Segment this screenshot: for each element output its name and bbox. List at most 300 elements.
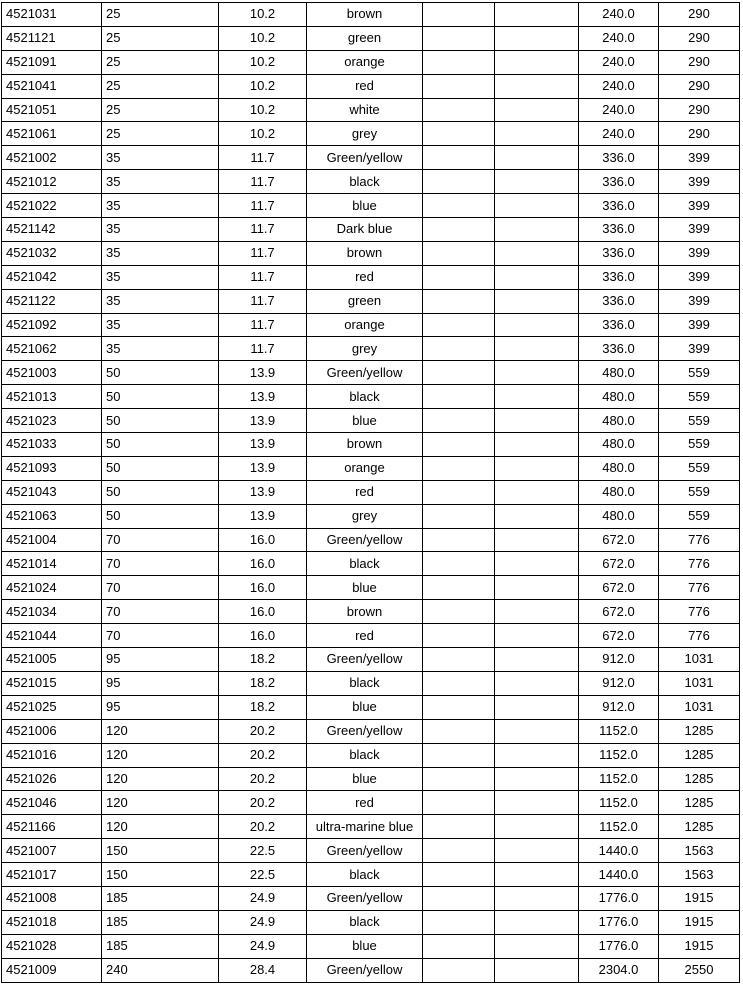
- article-number-cell: 4521091: [2, 50, 102, 74]
- outer-diameter-cell: 20.2: [219, 815, 307, 839]
- outer-diameter-cell: 11.7: [219, 170, 307, 194]
- cross-section-cell: 70: [102, 552, 219, 576]
- cross-section-cell: 25: [102, 50, 219, 74]
- article-number-cell: 4521002: [2, 146, 102, 170]
- cross-section-cell: 50: [102, 504, 219, 528]
- empty-cell: [495, 313, 579, 337]
- empty-cell: [495, 480, 579, 504]
- cross-section-cell: 35: [102, 313, 219, 337]
- color-cell: brown: [307, 3, 423, 27]
- table-row: [2, 743, 740, 767]
- article-number-cell: 4521025: [2, 695, 102, 719]
- color-cell: black: [307, 863, 423, 887]
- cross-section-cell: 25: [102, 3, 219, 27]
- outer-diameter-cell: 18.2: [219, 695, 307, 719]
- cable-weight-cell: 1915: [659, 934, 740, 958]
- empty-cell: [423, 289, 495, 313]
- cable-weight-cell: 1915: [659, 910, 740, 934]
- article-number-cell: 4521063: [2, 504, 102, 528]
- table-row: [2, 624, 740, 648]
- outer-diameter-cell: 28.4: [219, 958, 307, 982]
- color-cell: blue: [307, 409, 423, 433]
- empty-cell: [423, 910, 495, 934]
- color-cell: green: [307, 26, 423, 50]
- outer-diameter-cell: 11.7: [219, 218, 307, 242]
- copper-weight-cell: 240.0: [579, 50, 659, 74]
- article-number-cell: 4521023: [2, 409, 102, 433]
- color-cell: grey: [307, 337, 423, 361]
- cable-weight-cell: 399: [659, 289, 740, 313]
- article-number-cell: 4521016: [2, 743, 102, 767]
- outer-diameter-cell: 16.0: [219, 552, 307, 576]
- empty-cell: [495, 98, 579, 122]
- color-cell: orange: [307, 313, 423, 337]
- color-cell: blue: [307, 695, 423, 719]
- empty-cell: [495, 74, 579, 98]
- empty-cell: [423, 552, 495, 576]
- empty-cell: [495, 910, 579, 934]
- article-number-cell: 4521142: [2, 218, 102, 242]
- copper-weight-cell: 1152.0: [579, 815, 659, 839]
- outer-diameter-cell: 13.9: [219, 409, 307, 433]
- cable-weight-cell: 290: [659, 98, 740, 122]
- empty-cell: [423, 528, 495, 552]
- table-row: [2, 361, 740, 385]
- empty-cell: [495, 552, 579, 576]
- cross-section-cell: 35: [102, 337, 219, 361]
- copper-weight-cell: 1776.0: [579, 934, 659, 958]
- cross-section-cell: 35: [102, 146, 219, 170]
- copper-weight-cell: 1152.0: [579, 767, 659, 791]
- cable-weight-cell: 559: [659, 433, 740, 457]
- empty-cell: [495, 600, 579, 624]
- table-row: [2, 313, 740, 337]
- copper-weight-cell: 912.0: [579, 671, 659, 695]
- copper-weight-cell: 1152.0: [579, 743, 659, 767]
- outer-diameter-cell: 10.2: [219, 98, 307, 122]
- copper-weight-cell: 1440.0: [579, 839, 659, 863]
- article-number-cell: 4521051: [2, 98, 102, 122]
- empty-cell: [495, 146, 579, 170]
- cable-weight-cell: 1285: [659, 791, 740, 815]
- cable-weight-cell: 2550: [659, 958, 740, 982]
- color-cell: red: [307, 480, 423, 504]
- cross-section-cell: 50: [102, 409, 219, 433]
- color-cell: red: [307, 791, 423, 815]
- color-cell: black: [307, 910, 423, 934]
- color-cell: red: [307, 624, 423, 648]
- cable-weight-cell: 776: [659, 528, 740, 552]
- empty-cell: [423, 719, 495, 743]
- table-row: [2, 648, 740, 672]
- cable-weight-cell: 559: [659, 385, 740, 409]
- empty-cell: [495, 194, 579, 218]
- table-row: [2, 241, 740, 265]
- copper-weight-cell: 912.0: [579, 695, 659, 719]
- article-number-cell: 4521018: [2, 910, 102, 934]
- empty-cell: [423, 265, 495, 289]
- outer-diameter-cell: 11.7: [219, 194, 307, 218]
- color-cell: Green/yellow: [307, 958, 423, 982]
- cross-section-cell: 25: [102, 98, 219, 122]
- color-cell: brown: [307, 600, 423, 624]
- copper-weight-cell: 336.0: [579, 313, 659, 337]
- copper-weight-cell: 1152.0: [579, 719, 659, 743]
- empty-cell: [423, 456, 495, 480]
- copper-weight-cell: 912.0: [579, 648, 659, 672]
- article-number-cell: 4521024: [2, 576, 102, 600]
- cable-weight-cell: 290: [659, 3, 740, 27]
- cross-section-cell: 35: [102, 170, 219, 194]
- copper-weight-cell: 240.0: [579, 3, 659, 27]
- cross-section-cell: 70: [102, 528, 219, 552]
- article-number-cell: 4521092: [2, 313, 102, 337]
- cross-section-cell: 50: [102, 456, 219, 480]
- table-row: [2, 863, 740, 887]
- table-body: [2, 3, 740, 983]
- cross-section-cell: 240: [102, 958, 219, 982]
- copper-weight-cell: 336.0: [579, 194, 659, 218]
- empty-cell: [495, 528, 579, 552]
- cable-weight-cell: 776: [659, 600, 740, 624]
- outer-diameter-cell: 10.2: [219, 50, 307, 74]
- copper-weight-cell: 240.0: [579, 26, 659, 50]
- cable-weight-cell: 399: [659, 313, 740, 337]
- table-row: [2, 3, 740, 27]
- empty-cell: [423, 695, 495, 719]
- table-row: [2, 958, 740, 982]
- empty-cell: [495, 886, 579, 910]
- empty-cell: [495, 265, 579, 289]
- copper-weight-cell: 240.0: [579, 74, 659, 98]
- outer-diameter-cell: 11.7: [219, 289, 307, 313]
- empty-cell: [423, 648, 495, 672]
- empty-cell: [495, 934, 579, 958]
- cable-weight-cell: 1285: [659, 767, 740, 791]
- article-number-cell: 4521026: [2, 767, 102, 791]
- copper-weight-cell: 672.0: [579, 576, 659, 600]
- color-cell: orange: [307, 50, 423, 74]
- color-cell: blue: [307, 576, 423, 600]
- copper-weight-cell: 672.0: [579, 552, 659, 576]
- article-number-cell: 4521006: [2, 719, 102, 743]
- empty-cell: [495, 218, 579, 242]
- cable-weight-cell: 399: [659, 194, 740, 218]
- color-cell: blue: [307, 934, 423, 958]
- cross-section-cell: 120: [102, 815, 219, 839]
- cross-section-cell: 35: [102, 265, 219, 289]
- outer-diameter-cell: 16.0: [219, 600, 307, 624]
- empty-cell: [495, 743, 579, 767]
- color-cell: red: [307, 74, 423, 98]
- outer-diameter-cell: 18.2: [219, 648, 307, 672]
- cable-weight-cell: 1031: [659, 695, 740, 719]
- color-cell: Green/yellow: [307, 146, 423, 170]
- copper-weight-cell: 336.0: [579, 146, 659, 170]
- cross-section-cell: 70: [102, 600, 219, 624]
- table-row: [2, 886, 740, 910]
- cable-weight-cell: 290: [659, 26, 740, 50]
- color-cell: black: [307, 385, 423, 409]
- outer-diameter-cell: 22.5: [219, 839, 307, 863]
- article-number-cell: 4521042: [2, 265, 102, 289]
- table-row: [2, 815, 740, 839]
- empty-cell: [423, 600, 495, 624]
- table-row: [2, 433, 740, 457]
- color-cell: blue: [307, 194, 423, 218]
- article-number-cell: 4521007: [2, 839, 102, 863]
- table-row: [2, 289, 740, 313]
- cross-section-cell: 25: [102, 74, 219, 98]
- cable-weight-cell: 1563: [659, 839, 740, 863]
- copper-weight-cell: 672.0: [579, 624, 659, 648]
- empty-cell: [495, 122, 579, 146]
- table-row: [2, 719, 740, 743]
- color-cell: blue: [307, 767, 423, 791]
- empty-cell: [423, 671, 495, 695]
- color-cell: Dark blue: [307, 218, 423, 242]
- outer-diameter-cell: 13.9: [219, 504, 307, 528]
- outer-diameter-cell: 22.5: [219, 863, 307, 887]
- copper-weight-cell: 240.0: [579, 122, 659, 146]
- table-row: [2, 218, 740, 242]
- outer-diameter-cell: 24.9: [219, 886, 307, 910]
- outer-diameter-cell: 16.0: [219, 624, 307, 648]
- table-row: [2, 409, 740, 433]
- empty-cell: [423, 194, 495, 218]
- outer-diameter-cell: 11.7: [219, 337, 307, 361]
- color-cell: Green/yellow: [307, 361, 423, 385]
- article-number-cell: 4521034: [2, 600, 102, 624]
- copper-weight-cell: 1776.0: [579, 910, 659, 934]
- cable-weight-cell: 559: [659, 504, 740, 528]
- cross-section-cell: 185: [102, 934, 219, 958]
- outer-diameter-cell: 11.7: [219, 146, 307, 170]
- cable-weight-cell: 399: [659, 337, 740, 361]
- outer-diameter-cell: 20.2: [219, 743, 307, 767]
- article-number-cell: 4521122: [2, 289, 102, 313]
- empty-cell: [495, 3, 579, 27]
- cable-weight-cell: 399: [659, 146, 740, 170]
- cable-weight-cell: 559: [659, 456, 740, 480]
- table-row: [2, 600, 740, 624]
- empty-cell: [495, 456, 579, 480]
- table-row: [2, 98, 740, 122]
- article-number-cell: 4521003: [2, 361, 102, 385]
- cross-section-cell: 95: [102, 695, 219, 719]
- empty-cell: [495, 289, 579, 313]
- cable-weight-cell: 1563: [659, 863, 740, 887]
- copper-weight-cell: 1776.0: [579, 886, 659, 910]
- table-row: [2, 50, 740, 74]
- cable-weight-cell: 776: [659, 624, 740, 648]
- cable-weight-cell: 290: [659, 122, 740, 146]
- color-cell: brown: [307, 433, 423, 457]
- copper-weight-cell: 672.0: [579, 600, 659, 624]
- article-number-cell: 4521012: [2, 170, 102, 194]
- empty-cell: [495, 958, 579, 982]
- cable-weight-cell: 559: [659, 361, 740, 385]
- outer-diameter-cell: 10.2: [219, 3, 307, 27]
- cross-section-cell: 50: [102, 385, 219, 409]
- article-number-cell: 4521031: [2, 3, 102, 27]
- empty-cell: [423, 146, 495, 170]
- empty-cell: [495, 504, 579, 528]
- color-cell: black: [307, 671, 423, 695]
- cross-section-cell: 70: [102, 624, 219, 648]
- empty-cell: [495, 241, 579, 265]
- empty-cell: [423, 791, 495, 815]
- empty-cell: [423, 74, 495, 98]
- cross-section-cell: 185: [102, 886, 219, 910]
- table-row: [2, 26, 740, 50]
- cross-section-cell: 35: [102, 218, 219, 242]
- empty-cell: [423, 122, 495, 146]
- cross-section-cell: 25: [102, 26, 219, 50]
- outer-diameter-cell: 20.2: [219, 719, 307, 743]
- empty-cell: [495, 337, 579, 361]
- empty-cell: [495, 815, 579, 839]
- table-row: [2, 576, 740, 600]
- outer-diameter-cell: 13.9: [219, 456, 307, 480]
- table-row: [2, 480, 740, 504]
- empty-cell: [423, 361, 495, 385]
- empty-cell: [423, 576, 495, 600]
- cable-weight-cell: 776: [659, 576, 740, 600]
- cable-weight-cell: 290: [659, 74, 740, 98]
- cross-section-cell: 120: [102, 767, 219, 791]
- outer-diameter-cell: 24.9: [219, 910, 307, 934]
- article-number-cell: 4521014: [2, 552, 102, 576]
- color-cell: black: [307, 552, 423, 576]
- table-row: [2, 146, 740, 170]
- copper-weight-cell: 480.0: [579, 504, 659, 528]
- cross-section-cell: 150: [102, 863, 219, 887]
- cross-section-cell: 95: [102, 671, 219, 695]
- cross-section-cell: 120: [102, 791, 219, 815]
- cross-section-cell: 35: [102, 289, 219, 313]
- empty-cell: [495, 576, 579, 600]
- cross-section-cell: 50: [102, 480, 219, 504]
- copper-weight-cell: 480.0: [579, 480, 659, 504]
- article-number-cell: 4521046: [2, 791, 102, 815]
- empty-cell: [495, 695, 579, 719]
- table-row: [2, 194, 740, 218]
- article-number-cell: 4521004: [2, 528, 102, 552]
- empty-cell: [495, 791, 579, 815]
- outer-diameter-cell: 24.9: [219, 934, 307, 958]
- outer-diameter-cell: 13.9: [219, 385, 307, 409]
- empty-cell: [495, 839, 579, 863]
- color-cell: orange: [307, 456, 423, 480]
- outer-diameter-cell: 13.9: [219, 480, 307, 504]
- copper-weight-cell: 480.0: [579, 456, 659, 480]
- outer-diameter-cell: 16.0: [219, 528, 307, 552]
- color-cell: red: [307, 265, 423, 289]
- article-number-cell: 4521121: [2, 26, 102, 50]
- color-cell: Green/yellow: [307, 528, 423, 552]
- cross-section-cell: 70: [102, 576, 219, 600]
- empty-cell: [423, 480, 495, 504]
- table-row: [2, 504, 740, 528]
- cable-weight-cell: 399: [659, 218, 740, 242]
- cable-weight-cell: 1285: [659, 815, 740, 839]
- empty-cell: [495, 385, 579, 409]
- empty-cell: [423, 934, 495, 958]
- empty-cell: [495, 648, 579, 672]
- article-number-cell: 4521005: [2, 648, 102, 672]
- outer-diameter-cell: 13.9: [219, 433, 307, 457]
- empty-cell: [423, 241, 495, 265]
- copper-weight-cell: 672.0: [579, 528, 659, 552]
- outer-diameter-cell: 16.0: [219, 576, 307, 600]
- article-number-cell: 4521017: [2, 863, 102, 887]
- color-cell: brown: [307, 241, 423, 265]
- cross-section-cell: 95: [102, 648, 219, 672]
- article-number-cell: 4521044: [2, 624, 102, 648]
- article-number-cell: 4521166: [2, 815, 102, 839]
- copper-weight-cell: 480.0: [579, 385, 659, 409]
- empty-cell: [423, 815, 495, 839]
- table-row: [2, 74, 740, 98]
- article-number-cell: 4521015: [2, 671, 102, 695]
- copper-weight-cell: 1152.0: [579, 791, 659, 815]
- copper-weight-cell: 480.0: [579, 409, 659, 433]
- color-cell: Green/yellow: [307, 719, 423, 743]
- empty-cell: [423, 624, 495, 648]
- cross-section-cell: 150: [102, 839, 219, 863]
- empty-cell: [495, 409, 579, 433]
- empty-cell: [423, 26, 495, 50]
- table-row: [2, 528, 740, 552]
- empty-cell: [495, 50, 579, 74]
- cross-section-cell: 35: [102, 194, 219, 218]
- empty-cell: [495, 767, 579, 791]
- empty-cell: [495, 433, 579, 457]
- article-number-cell: 4521032: [2, 241, 102, 265]
- article-number-cell: 4521009: [2, 958, 102, 982]
- cable-weight-cell: 1031: [659, 671, 740, 695]
- table-row: [2, 337, 740, 361]
- cross-section-cell: 120: [102, 719, 219, 743]
- table-row: [2, 839, 740, 863]
- cross-section-cell: 50: [102, 361, 219, 385]
- cable-weight-cell: 399: [659, 170, 740, 194]
- color-cell: grey: [307, 122, 423, 146]
- copper-weight-cell: 240.0: [579, 98, 659, 122]
- article-number-cell: 4521022: [2, 194, 102, 218]
- article-number-cell: 4521041: [2, 74, 102, 98]
- empty-cell: [495, 719, 579, 743]
- article-number-cell: 4521028: [2, 934, 102, 958]
- cable-weight-cell: 1031: [659, 648, 740, 672]
- cable-weight-cell: 559: [659, 409, 740, 433]
- empty-cell: [423, 218, 495, 242]
- outer-diameter-cell: 13.9: [219, 361, 307, 385]
- copper-weight-cell: 480.0: [579, 433, 659, 457]
- copper-weight-cell: 336.0: [579, 218, 659, 242]
- cable-weight-cell: 1285: [659, 743, 740, 767]
- copper-weight-cell: 480.0: [579, 361, 659, 385]
- empty-cell: [495, 671, 579, 695]
- empty-cell: [423, 863, 495, 887]
- empty-cell: [423, 313, 495, 337]
- cable-weight-cell: 1285: [659, 719, 740, 743]
- table-row: [2, 170, 740, 194]
- empty-cell: [423, 98, 495, 122]
- cross-section-cell: 120: [102, 743, 219, 767]
- empty-cell: [423, 743, 495, 767]
